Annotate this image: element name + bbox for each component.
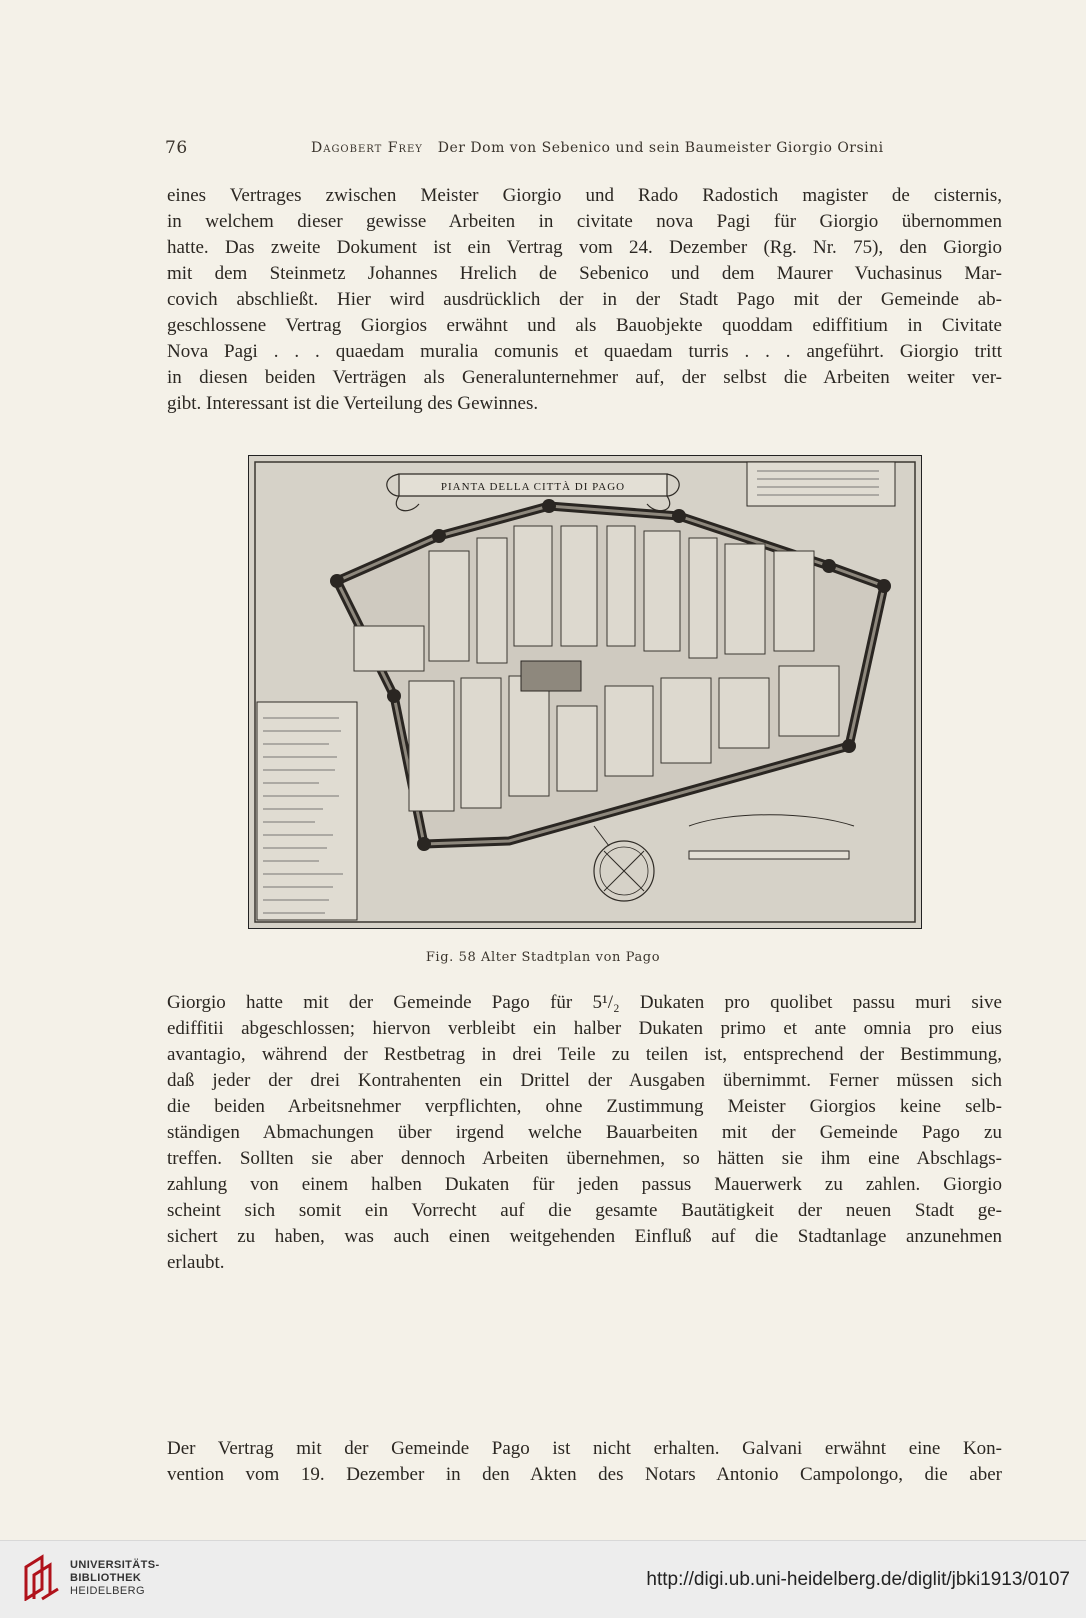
text-line: covich abschließt. Hier wird ausdrücklich der in der Stadt Pago mit der Gemeinde ab- xyxy=(167,289,1002,310)
running-head-title: Der Dom von Sebenico und sein Baumeister Giorgio Orsini xyxy=(437,140,884,156)
text-line: eines Vertrages zwischen Meister Giorgio und Rado Radostich magister de cisternis, xyxy=(167,185,1002,206)
text-line: erlaubt. xyxy=(167,1252,225,1273)
library-name-line1: UNIVERSITÄTS- xyxy=(70,1559,160,1571)
library-footer xyxy=(0,1540,1086,1618)
figure-caption: Fig. 58 Alter Stadtplan von Pago xyxy=(425,950,661,965)
text-line: avantagio, während der Restbetrag in drei Teile zu teilen ist, entsprechend der Bestimmung, xyxy=(167,1044,1002,1065)
text-line: gibt. Interessant ist die Verteilung des Gewinnes. xyxy=(167,393,539,414)
library-name xyxy=(70,1559,160,1598)
text-line: sichert zu haben, was auch einen weitgehenden Einfluß auf die Stadtanlage anzunehmen xyxy=(167,1226,1002,1247)
paragraph-2 xyxy=(167,990,1002,1276)
library-name-line3: HEIDELBERG xyxy=(70,1585,145,1597)
text-line: in welchem dieser gewisse Arbeiten in civitate nova Pagi für Giorgio übernommen xyxy=(167,211,1002,232)
text-line: mit dem Steinmetz Johannes Hrelich de Sebenico und dem Maurer Vuchasinus Mar- xyxy=(167,263,1002,284)
text-line: in diesen beiden Verträgen als Generalunternehmer auf, der selbst die Arbeiten weiter ver- xyxy=(167,367,1002,388)
text-line: Giorgio hatte mit der Gemeinde Pago für 5¹/₂ Dukaten pro quolibet passu muri sive xyxy=(167,992,1002,1013)
library-name-line2: BIBLIOTHEK xyxy=(70,1572,142,1584)
paragraph-3 xyxy=(167,1436,1002,1488)
city-map-figure xyxy=(248,455,922,929)
map-illustration xyxy=(249,456,921,928)
library-logo-icon xyxy=(22,1553,64,1601)
text-line: scheint sich somit ein Vorrecht auf die gesamte Bautätigkeit der neuen Stadt ge- xyxy=(167,1200,1002,1221)
text-line: treffen. Sollten sie aber dennoch Arbeiten übernehmen, so hätten sie ihm eine Abschlags- xyxy=(167,1148,1002,1169)
page-number: 76 xyxy=(165,138,188,158)
text-line: ediffitii abgeschlossen; hiervon verbleibt ein halber Dukaten primo et ante omnia pro eius xyxy=(167,1018,1002,1039)
running-head-author: Dagobert Frey xyxy=(311,140,423,156)
text-line: daß jeder der drei Kontrahenten ein Drittel der Ausgaben übernimmt. Ferner müssen sich xyxy=(167,1070,1002,1091)
permalink-url[interactable]: http://digi.ub.uni-heidelberg.de/diglit/jbki1913/0107 xyxy=(646,1569,1070,1590)
text-line: ständigen Abmachungen über irgend welche Bauarbeiten mit der Gemeinde Pago zu xyxy=(167,1122,1002,1143)
running-head-text xyxy=(311,140,884,156)
text-line: geschlossene Vertrag Giorgios erwähnt und als Bauobjekte quoddam ediffitium in Civitate xyxy=(167,315,1002,336)
text-line: hatte. Das zweite Dokument ist ein Vertrag vom 24. Dezember (Rg. Nr. 75), den Giorgio xyxy=(167,237,1002,258)
map-title: PIANTA DELLA CITTÀ DI PAGO xyxy=(440,481,626,493)
text-line: Der Vertrag mit der Gemeinde Pago ist nicht erhalten. Galvani erwähnt eine Kon- xyxy=(167,1438,1002,1459)
text-line: zahlung von einem halben Dukaten für jeden passus Mauerwerk zu zahlen. Giorgio xyxy=(167,1174,1002,1195)
text-line: die beiden Arbeitsnehmer verpflichten, ohne Zustimmung Meister Giorgios keine selb- xyxy=(167,1096,1002,1117)
text-line: Nova Pagi . . . quaedam muralia comunis et quaedam turris . . . angeführt. Giorgio tritt xyxy=(167,341,1002,362)
text-line: vention vom 19. Dezember in den Akten des Notars Antonio Campolongo, die aber xyxy=(167,1464,1002,1485)
paragraph-1 xyxy=(167,183,1002,417)
